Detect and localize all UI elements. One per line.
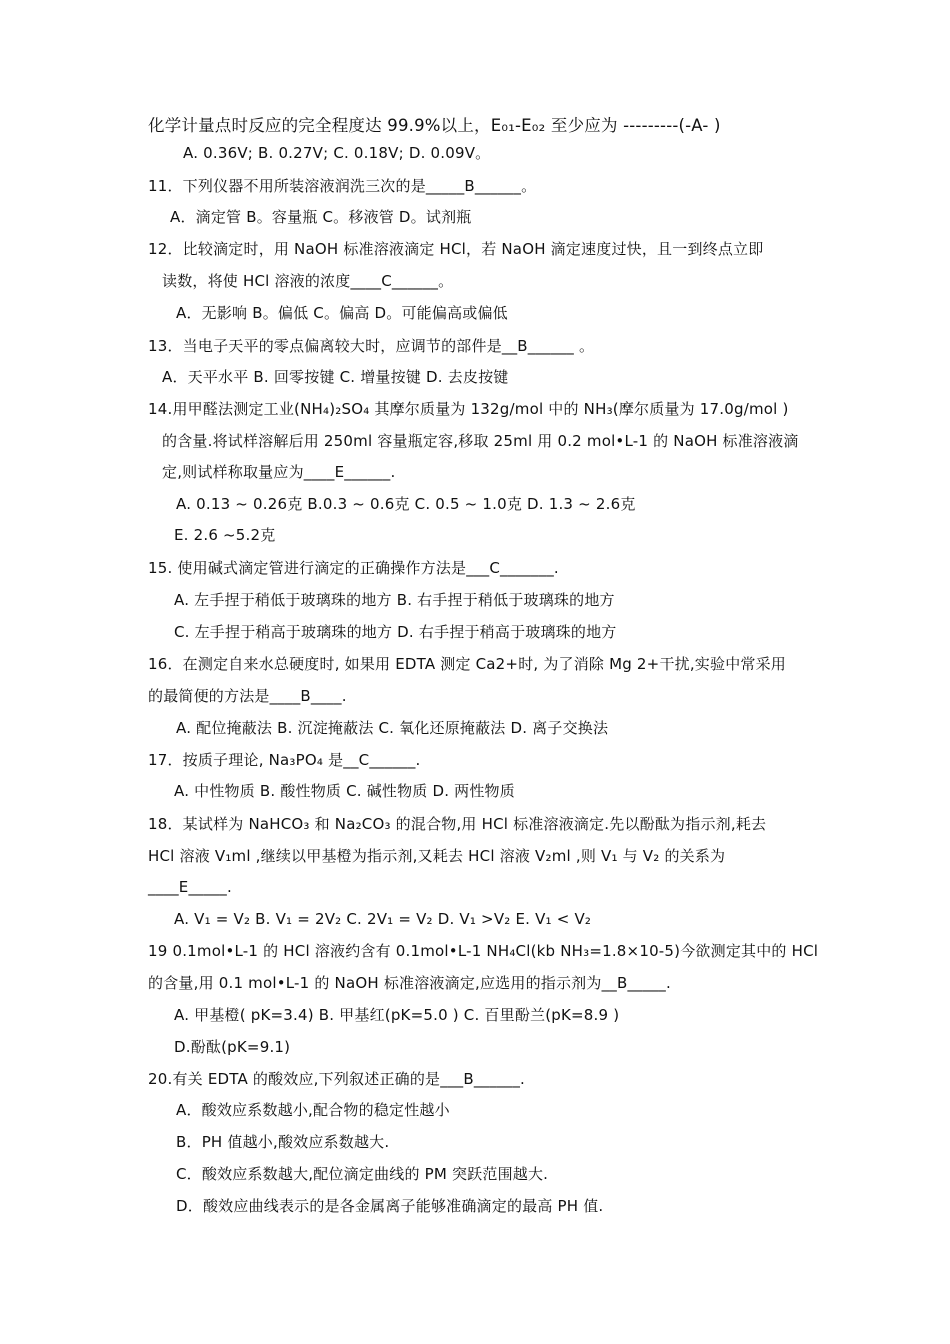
question-20-option-d: D．酸效应曲线表示的是各金属离子能够准确滴定的最高 PH 值.: [176, 1197, 604, 1215]
question-15-options-cd: C. 左手捏于稍高于玻璃珠的地方 D. 右手捏于稍高于玻璃珠的地方: [174, 623, 617, 641]
question-10-stem: 化学计量点时反应的完全程度达 99.9%以上，E₀₁-E₀₂ 至少应为 ---------(-A- ): [148, 116, 721, 135]
question-18-stem: 18．某试样为 NaHCO₃ 和 Na₂CO₃ 的混合物,用 HCl 标准溶液滴定.先以酚酞为指示剂,耗去: [148, 815, 767, 833]
question-17-options: A. 中性物质 B. 酸性物质 C. 碱性物质 D. 两性物质: [174, 782, 515, 800]
question-16-options: A. 配位掩蔽法 B. 沉淀掩蔽法 C. 氧化还原掩蔽法 D. 离子交换法: [176, 719, 609, 737]
question-12-stem-cont: 读数，将使 HCl 溶液的浓度____C______。: [162, 272, 454, 290]
question-20-stem: 20.有关 EDTA 的酸效应,下列叙述正确的是___B______.: [148, 1070, 526, 1088]
question-10-options: A. 0.36V; B. 0.27V; C. 0.18V; D. 0.09V。: [183, 144, 491, 162]
question-15-options-ab: A. 左手捏于稍低于玻璃珠的地方 B. 右手捏于稍低于玻璃珠的地方: [174, 591, 615, 609]
question-19-stem: 19 0.1mol•L-1 的 HCl 溶液约含有 0.1mol•L-1 NH₄Cl(kb NH₃=1.8×10-5)今欲测定其中的 HCl: [148, 942, 819, 960]
question-20-option-a: A．酸效应系数越小,配合物的稳定性越小: [176, 1101, 450, 1119]
question-12-options: A．无影响 B。偏低 C。偏高 D。可能偏高或偏低: [176, 304, 508, 322]
question-20-option-c: C．酸效应系数越大,配位滴定曲线的 PM 突跃范围越大.: [176, 1165, 549, 1183]
question-18-stem-cont: HCl 溶液 V₁ml ,继续以甲基橙为指示剂,又耗去 HCl 溶液 V₂ml ,则 V₁ 与 V₂ 的关系为: [148, 847, 726, 865]
question-11-options: A．滴定管 B。容量瓶 C。移液管 D。试剂瓶: [170, 208, 472, 226]
question-18-options: A. V₁ = V₂ B. V₁ = 2V₂ C. 2V₁ = V₂ D. V₁ >V₂ E. V₁ < V₂: [174, 910, 592, 928]
question-19-option-d: D.酚酞(pK=9.1): [174, 1038, 291, 1056]
question-14-stem: 14.用甲醛法测定工业(NH₄)₂SO₄ 其摩尔质量为 132g/mol 中的 NH₃(摩尔质量为 17.0g/mol ): [148, 400, 789, 418]
question-20-option-b: B．PH 值越小,酸效应系数越大.: [176, 1133, 390, 1151]
question-13-options: A．天平水平 B. 回零按键 C. 增量按键 D. 去皮按键: [162, 368, 509, 386]
question-17-stem: 17．按质子理论, Na₃PO₄ 是__C______.: [148, 751, 421, 769]
question-13-stem: 13．当电子天平的零点偏离较大时，应调节的部件是__B______ 。: [148, 337, 595, 355]
question-19-options: A. 甲基橙( pK=3.4) B. 甲基红(pK=5.0 ) C. 百里酚兰(pK=8.9 ): [174, 1006, 620, 1024]
question-19-stem-cont: 的含量,用 0.1 mol•L-1 的 NaOH 标准溶液滴定,应选用的指示剂为__B_____.: [148, 974, 671, 992]
question-14-option-e: E. 2.6 ~5.2克: [174, 526, 276, 544]
question-14-stem-cont2: 定,则试样称取量应为____E______.: [162, 463, 396, 481]
question-15-stem: 15. 使用碱式滴定管进行滴定的正确操作方法是___C_______.: [148, 559, 559, 577]
question-16-stem: 16．在测定自来水总硬度时, 如果用 EDTA 测定 Ca2+时, 为了消除 Mg 2+干扰,实验中常采用: [148, 655, 787, 673]
question-14-stem-cont: 的含量.将试样溶解后用 250ml 容量瓶定容,移取 25ml 用 0.2 mol•L-1 的 NaOH 标准溶液滴: [162, 432, 799, 450]
question-16-stem-cont: 的最简便的方法是____B____.: [148, 687, 347, 705]
question-14-options: A. 0.13 ~ 0.26克 B.0.3 ~ 0.6克 C. 0.5 ~ 1.0克 D. 1.3 ~ 2.6克: [176, 495, 636, 513]
question-18-answer: ____E_____.: [148, 878, 232, 896]
question-12-stem: 12．比较滴定时，用 NaOH 标准溶液滴定 HCl，若 NaOH 滴定速度过快，且一到终点立即: [148, 240, 764, 258]
question-11-stem: 11．下列仪器不用所装溶液润洗三次的是_____B______。: [148, 177, 537, 195]
